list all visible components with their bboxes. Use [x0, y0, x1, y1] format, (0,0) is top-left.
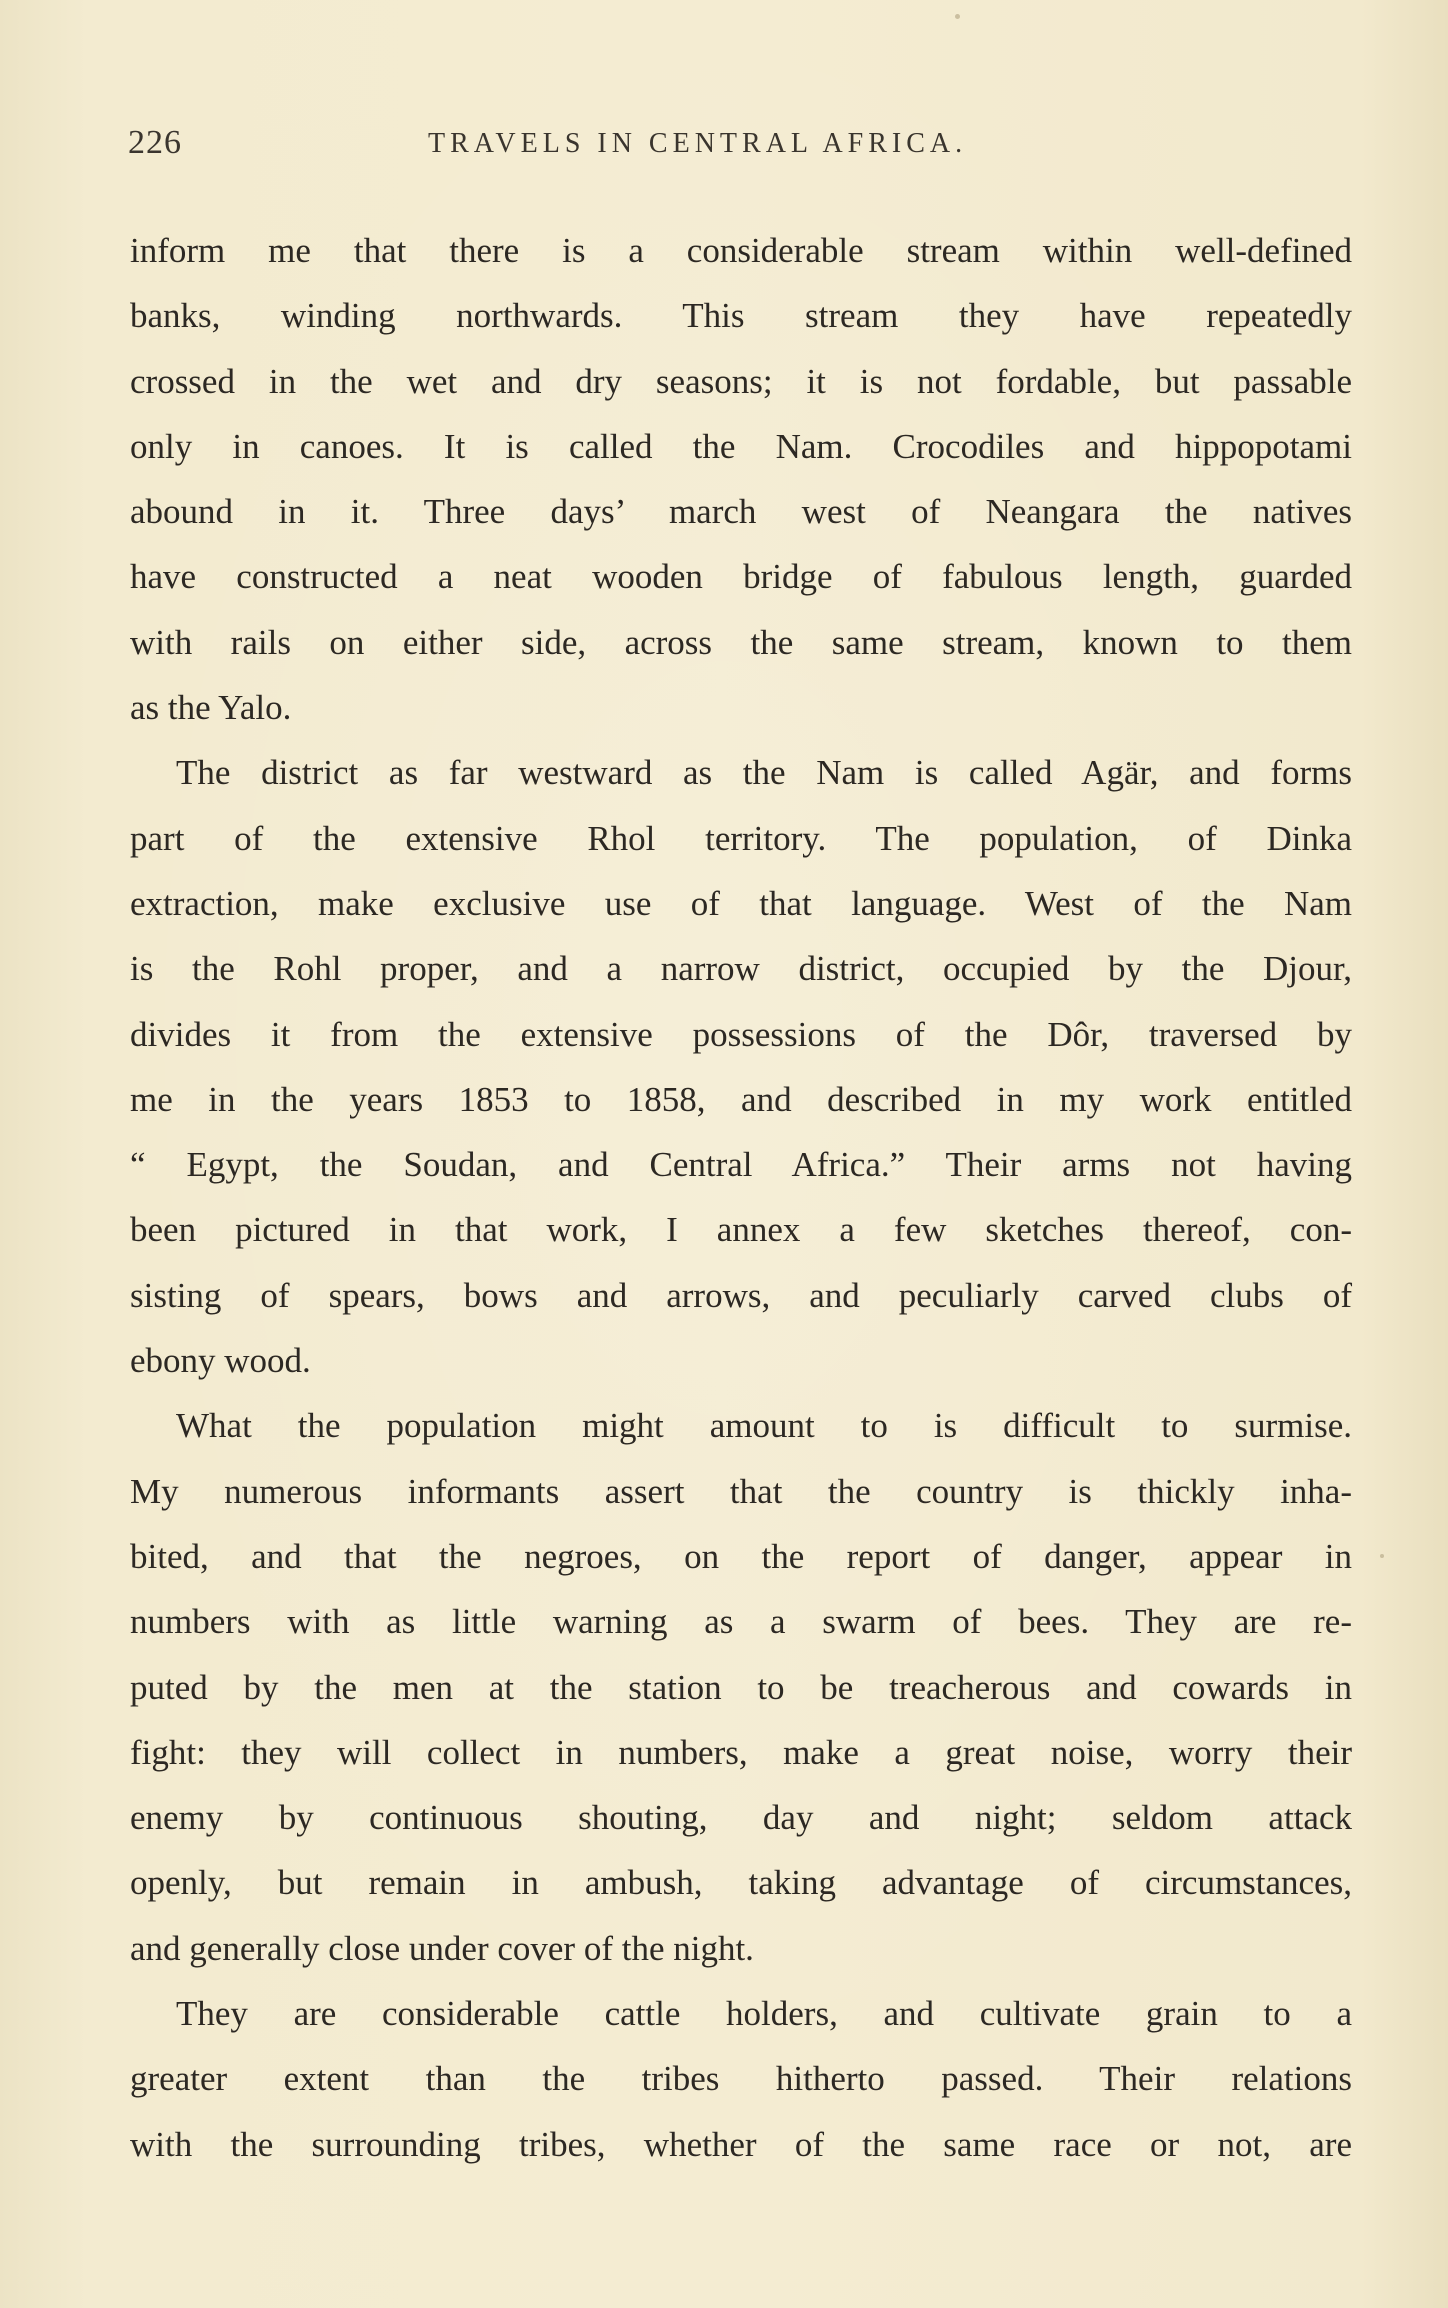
text-line: fight: they will collect in numbers, make a great noise, worry their: [130, 1732, 1352, 1772]
text-line: extraction, make exclusive use of that language. West of the Nam: [130, 883, 1352, 923]
text-line: My numerous informants assert that the country is thickly inha-: [130, 1471, 1352, 1511]
text-line: banks, winding northwards. This stream they have repeatedly: [130, 296, 1352, 336]
text-line: What the population might amount to is difficult to surmise.: [176, 1406, 1352, 1446]
text-line: and generally close under cover of the night.: [130, 1928, 754, 1968]
text-line: part of the extensive Rhol territory. The population, of Dinka: [130, 818, 1352, 858]
text-line: bited, and that the negroes, on the report of danger, appear in: [130, 1536, 1352, 1576]
text-line: been pictured in that work, I annex a few sketches thereof, con-: [130, 1210, 1352, 1250]
text-line: enemy by continuous shouting, day and night; seldom attack: [130, 1798, 1352, 1838]
page-header: [128, 124, 1138, 174]
text-line: abound in it. Three days’ march west of Neangara the natives: [130, 492, 1352, 532]
text-line: is the Rohl proper, and a narrow district, occupied by the Djour,: [130, 949, 1352, 989]
page-number: 226: [128, 124, 182, 161]
text-line: sisting of spears, bows and arrows, and peculiarly carved clubs of: [130, 1275, 1352, 1315]
text-line: The district as far westward as the Nam is called Agär, and forms: [176, 753, 1352, 793]
text-line: They are considerable cattle holders, and cultivate grain to a: [176, 1994, 1352, 2034]
text-line: have constructed a neat wooden bridge of fabulous length, guarded: [130, 557, 1352, 597]
running-head: TRAVELS IN CENTRAL AFRICA.: [428, 128, 968, 159]
text-line: numbers with as little warning as a swarm of bees. They are re-: [130, 1602, 1352, 1642]
text-line: with rails on either side, across the same stream, known to them: [130, 622, 1352, 662]
text-line: inform me that there is a considerable stream within well-defined: [130, 231, 1352, 270]
text-line: crossed in the wet and dry seasons; it is not fordable, but passable: [130, 361, 1352, 401]
text-line: only in canoes. It is called the Nam. Crocodiles and hippopotami: [130, 426, 1352, 466]
text-line: puted by the men at the station to be treacherous and cowards in: [130, 1667, 1352, 1707]
paper-fleck: [955, 14, 960, 19]
text-line: divides it from the extensive possessions of the Dôr, traversed by: [130, 1014, 1352, 1054]
text-line: “ Egypt, the Soudan, and Central Africa.” Their arms not having: [130, 1145, 1352, 1185]
paper-fleck: [1380, 1554, 1384, 1558]
text-line: greater extent than the tribes hitherto passed. Their relations: [130, 2059, 1352, 2099]
text-line: ebony wood.: [130, 1341, 311, 1381]
text-line: as the Yalo.: [130, 688, 292, 728]
text-line: openly, but remain in ambush, taking advantage of circumstances,: [130, 1863, 1352, 1903]
text-line: with the surrounding tribes, whether of the same race or not, are: [130, 2124, 1352, 2164]
text-line: me in the years 1853 to 1858, and described in my work entitled: [130, 1079, 1352, 1119]
body-text: [130, 218, 1352, 2177]
